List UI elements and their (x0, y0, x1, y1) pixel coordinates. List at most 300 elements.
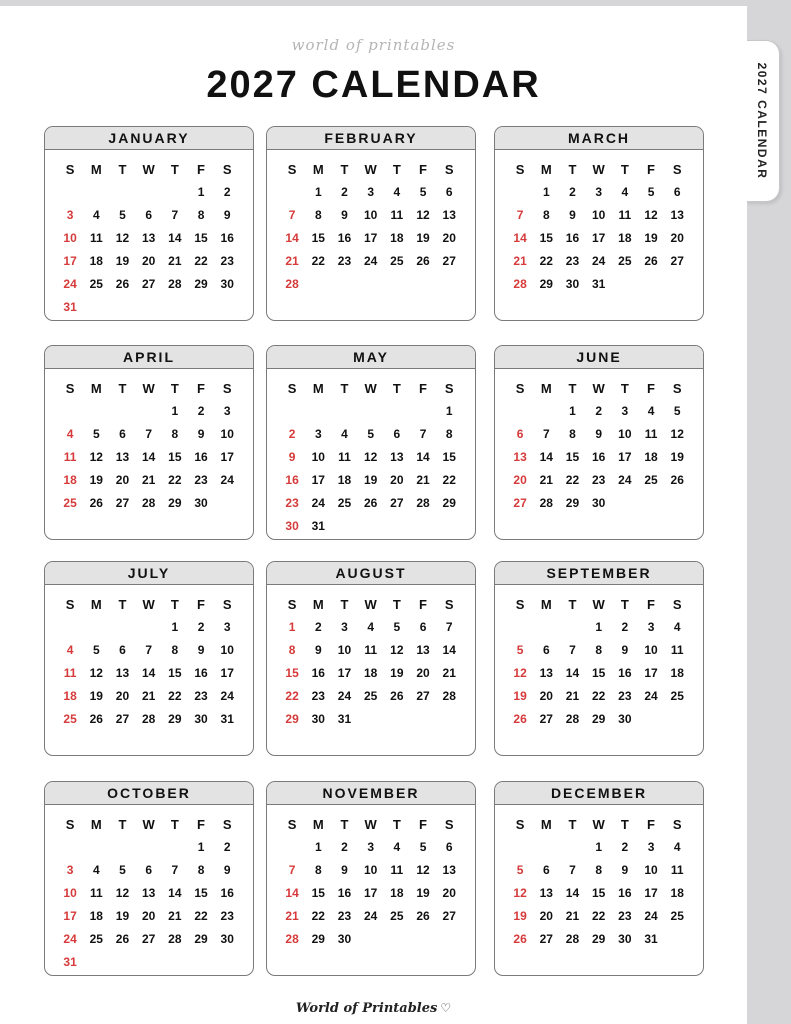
month-july (44, 561, 254, 756)
day-date: 11 (89, 886, 103, 900)
day-date: 22 (539, 254, 553, 268)
sunday-date: 18 (63, 473, 77, 487)
weekday-label: T (392, 162, 401, 177)
day-date: 4 (673, 620, 681, 634)
day-date: 6 (119, 643, 126, 657)
day-date: 25 (337, 496, 352, 510)
sunday-date: 5 (516, 643, 524, 657)
day-date: 16 (618, 886, 632, 900)
day-date: 16 (194, 666, 208, 680)
weekday-label: W (142, 817, 155, 832)
day-date: 26 (115, 277, 130, 291)
sunday-date: 13 (513, 450, 527, 464)
weekday-label: T (392, 597, 401, 612)
sunday-date: 17 (63, 909, 77, 923)
sunday-date: 12 (513, 666, 527, 680)
day-date: 13 (115, 450, 130, 464)
weekday-label: F (197, 597, 205, 612)
day-date: 18 (390, 231, 404, 245)
day-date: 2 (197, 404, 205, 418)
day-date: 27 (390, 496, 404, 510)
empty-cell (83, 836, 109, 859)
month-march (494, 126, 704, 321)
sunday-date: 1 (288, 620, 296, 634)
day-date: 5 (419, 840, 427, 854)
day-date: 9 (314, 643, 322, 657)
sunday-date: 20 (513, 473, 527, 487)
side-tab[interactable] (745, 40, 780, 202)
day-date: 22 (194, 909, 208, 923)
empty-cell (109, 836, 135, 859)
day-date: 21 (141, 473, 156, 487)
day-date: 10 (618, 427, 632, 441)
month-june (494, 345, 704, 540)
page-title: 2027 CALENDAR (206, 64, 541, 106)
day-date: 10 (363, 863, 378, 877)
empty-cell (507, 616, 533, 639)
month-january (44, 126, 254, 321)
day-date: 2 (314, 620, 322, 634)
weekday-label: T (620, 381, 629, 396)
day-date: 26 (670, 473, 684, 487)
empty-cell (136, 400, 162, 423)
day-date: 25 (618, 254, 632, 268)
day-date: 27 (115, 712, 130, 726)
month-name: APRIL (45, 346, 253, 369)
month-august (266, 561, 476, 756)
day-grid (45, 369, 253, 515)
weekday-label: T (568, 381, 577, 396)
day-date: 15 (311, 231, 325, 245)
day-date: 4 (393, 185, 401, 199)
day-date: 27 (141, 277, 156, 291)
sunday-date: 14 (285, 231, 299, 245)
day-date: 30 (194, 496, 208, 510)
day-grid (495, 150, 703, 296)
day-date: 16 (220, 231, 234, 245)
day-date: 8 (595, 863, 602, 877)
weekday-label: M (540, 817, 552, 832)
day-date: 2 (223, 185, 231, 199)
day-date: 3 (621, 404, 629, 418)
weekday-label: T (170, 381, 179, 396)
weekday-label: T (118, 817, 127, 832)
day-date: 7 (569, 863, 576, 877)
day-date: 25 (89, 932, 103, 946)
weekday-label: T (340, 381, 349, 396)
day-date: 24 (644, 909, 658, 923)
day-date: 17 (220, 666, 234, 680)
weekday-label: M (90, 162, 102, 177)
day-date: 26 (416, 254, 430, 268)
day-date: 26 (89, 712, 103, 726)
day-date: 6 (145, 208, 152, 222)
sunday-date: 31 (63, 300, 77, 314)
weekday-label: S (287, 381, 297, 396)
month-name: NOVEMBER (267, 782, 475, 805)
day-date: 18 (89, 254, 103, 268)
weekday-label: M (540, 597, 552, 612)
sunday-date: 19 (513, 689, 527, 703)
month-name: MARCH (495, 127, 703, 150)
day-date: 2 (595, 404, 602, 418)
day-date: 27 (539, 712, 553, 726)
day-date: 5 (367, 427, 374, 441)
day-date: 10 (337, 643, 352, 657)
footer-brand-text: World of Printables (295, 1001, 438, 1016)
day-date: 12 (115, 886, 130, 900)
day-date: 28 (565, 932, 580, 946)
side-tab-label: 2027 CALENDAR (755, 62, 769, 180)
day-date: 21 (416, 473, 430, 487)
sunday-date: 25 (63, 496, 77, 510)
day-date: 1 (445, 404, 453, 418)
empty-cell (136, 181, 162, 204)
sunday-date: 29 (285, 712, 299, 726)
day-grid (45, 150, 253, 319)
sunday-date: 28 (513, 277, 527, 291)
day-date: 16 (337, 231, 352, 245)
day-date: 24 (311, 496, 325, 510)
day-date: 15 (168, 666, 182, 680)
day-date: 20 (539, 689, 553, 703)
sunday-date: 7 (288, 863, 296, 877)
day-date: 1 (314, 840, 322, 854)
sunday-date: 24 (63, 277, 77, 291)
weekday-label: T (170, 817, 179, 832)
day-date: 5 (92, 643, 100, 657)
weekday-label: M (540, 162, 552, 177)
day-date: 14 (168, 231, 182, 245)
weekday-label: S (672, 817, 682, 832)
day-date: 5 (647, 185, 655, 199)
day-date: 4 (647, 404, 655, 418)
day-date: 29 (591, 712, 606, 726)
day-date: 9 (197, 643, 205, 657)
day-date: 10 (644, 643, 658, 657)
day-date: 1 (569, 404, 576, 418)
weekday-label: S (287, 162, 297, 177)
day-date: 27 (115, 496, 130, 510)
day-date: 29 (311, 932, 325, 946)
day-date: 9 (223, 863, 231, 877)
day-date: 17 (363, 886, 378, 900)
sunday-date: 19 (513, 909, 527, 923)
day-date: 6 (542, 643, 550, 657)
weekday-label: M (90, 381, 102, 396)
day-date: 14 (141, 666, 156, 680)
day-date: 17 (220, 450, 234, 464)
day-date: 5 (673, 404, 681, 418)
weekday-label: S (672, 162, 682, 177)
day-date: 29 (591, 932, 606, 946)
empty-cell (136, 616, 162, 639)
day-date: 14 (539, 450, 553, 464)
day-grid (495, 805, 703, 951)
day-date: 2 (569, 185, 576, 199)
day-date: 21 (442, 666, 456, 680)
day-date: 23 (220, 909, 234, 923)
day-date: 21 (168, 909, 182, 923)
weekday-label: T (392, 817, 401, 832)
day-date: 28 (539, 496, 553, 510)
day-date: 20 (416, 666, 430, 680)
day-date: 30 (565, 277, 580, 291)
day-date: 17 (618, 450, 632, 464)
day-date: 23 (591, 473, 606, 487)
sunday-date: 21 (513, 254, 527, 268)
weekday-label: W (364, 381, 377, 396)
day-grid (495, 369, 703, 515)
day-date: 25 (644, 473, 658, 487)
day-date: 13 (141, 886, 156, 900)
day-date: 10 (311, 450, 325, 464)
weekday-label: S (222, 817, 232, 832)
day-date: 2 (621, 620, 629, 634)
day-date: 22 (565, 473, 580, 487)
empty-cell (507, 400, 533, 423)
day-date: 11 (364, 643, 377, 657)
day-date: 30 (311, 712, 325, 726)
day-date: 19 (115, 254, 130, 268)
day-date: 30 (618, 932, 632, 946)
day-date: 8 (197, 208, 205, 222)
empty-cell (305, 400, 331, 423)
day-date: 28 (141, 712, 156, 726)
day-date: 4 (92, 208, 100, 222)
sunday-date: 14 (513, 231, 527, 245)
day-date: 29 (168, 496, 182, 510)
weekday-label: F (419, 817, 427, 832)
month-name: SEPTEMBER (495, 562, 703, 585)
sunday-date: 7 (288, 208, 296, 222)
month-name: AUGUST (267, 562, 475, 585)
weekday-label: T (118, 597, 127, 612)
empty-cell (109, 181, 135, 204)
day-date: 13 (539, 666, 553, 680)
day-date: 26 (115, 932, 130, 946)
day-date: 6 (542, 863, 550, 877)
sunday-date: 2 (288, 427, 296, 441)
day-date: 16 (618, 666, 632, 680)
weekday-label: S (515, 597, 525, 612)
day-date: 23 (337, 909, 352, 923)
day-date: 13 (670, 208, 684, 222)
day-date: 17 (591, 231, 606, 245)
sunday-date: 27 (513, 496, 527, 510)
day-date: 19 (363, 473, 378, 487)
day-date: 10 (644, 863, 658, 877)
day-date: 29 (442, 496, 456, 510)
sunday-date: 26 (513, 712, 527, 726)
day-date: 3 (367, 840, 374, 854)
day-date: 19 (89, 689, 103, 703)
day-date: 12 (115, 231, 130, 245)
weekday-label: S (515, 162, 525, 177)
empty-cell (410, 400, 436, 423)
weekday-label: M (312, 817, 324, 832)
day-date: 15 (442, 450, 456, 464)
month-name: JULY (45, 562, 253, 585)
day-date: 8 (314, 208, 322, 222)
sunday-date: 9 (288, 450, 296, 464)
day-date: 11 (644, 427, 658, 441)
empty-cell (533, 836, 559, 859)
day-date: 29 (565, 496, 580, 510)
day-date: 15 (591, 886, 606, 900)
weekday-label: F (419, 381, 427, 396)
day-date: 26 (416, 909, 430, 923)
weekday-label: T (340, 597, 349, 612)
sunday-date: 5 (516, 863, 524, 877)
sunday-date: 6 (516, 427, 524, 441)
day-date: 23 (618, 689, 632, 703)
sunday-date: 3 (66, 208, 74, 222)
footer-brand (0, 1001, 747, 1016)
empty-cell (559, 836, 585, 859)
day-date: 7 (171, 208, 179, 222)
day-date: 7 (145, 427, 152, 441)
day-date: 18 (390, 886, 404, 900)
day-date: 6 (419, 620, 427, 634)
day-date: 13 (442, 863, 456, 877)
day-date: 12 (416, 208, 430, 222)
weekday-label: S (65, 162, 75, 177)
weekday-label: F (419, 597, 427, 612)
empty-cell (279, 181, 305, 204)
weekday-label: F (647, 381, 655, 396)
day-date: 22 (591, 909, 606, 923)
day-date: 17 (337, 666, 352, 680)
day-date: 1 (171, 404, 179, 418)
empty-cell (507, 181, 533, 204)
day-date: 4 (621, 185, 629, 199)
weekday-label: S (222, 597, 232, 612)
day-date: 28 (141, 496, 156, 510)
day-date: 17 (644, 886, 658, 900)
empty-cell (533, 616, 559, 639)
day-date: 24 (337, 689, 352, 703)
day-date: 9 (621, 643, 629, 657)
day-date: 15 (311, 886, 325, 900)
day-date: 6 (445, 840, 453, 854)
empty-cell (83, 400, 109, 423)
day-date: 15 (194, 231, 208, 245)
day-date: 31 (337, 712, 352, 726)
sunday-date: 28 (285, 932, 299, 946)
empty-cell (358, 400, 384, 423)
day-date: 15 (591, 666, 606, 680)
day-date: 29 (194, 932, 208, 946)
day-date: 10 (220, 427, 234, 441)
day-date: 17 (311, 473, 325, 487)
weekday-label: T (620, 162, 629, 177)
day-date: 20 (442, 231, 456, 245)
day-date: 25 (670, 689, 684, 703)
empty-cell (279, 400, 305, 423)
day-date: 4 (673, 840, 681, 854)
day-date: 26 (89, 496, 103, 510)
day-date: 15 (539, 231, 553, 245)
empty-cell (559, 616, 585, 639)
day-date: 24 (220, 689, 234, 703)
day-date: 27 (670, 254, 684, 268)
weekday-label: S (65, 817, 75, 832)
day-date: 6 (673, 185, 681, 199)
day-date: 11 (390, 863, 404, 877)
sunday-date: 10 (63, 231, 77, 245)
weekday-label: W (142, 162, 155, 177)
weekday-label: M (312, 381, 324, 396)
weekday-label: S (515, 817, 525, 832)
day-date: 23 (220, 254, 234, 268)
day-date: 31 (311, 519, 325, 533)
weekday-label: M (312, 162, 324, 177)
empty-cell (83, 181, 109, 204)
empty-cell (83, 616, 109, 639)
sunday-date: 4 (66, 427, 74, 441)
day-date: 21 (141, 689, 156, 703)
empty-cell (57, 400, 83, 423)
day-date: 23 (618, 909, 632, 923)
day-date: 5 (92, 427, 100, 441)
day-date: 19 (115, 909, 130, 923)
day-date: 2 (223, 840, 231, 854)
day-date: 31 (591, 277, 606, 291)
day-date: 26 (390, 689, 404, 703)
empty-cell (384, 400, 410, 423)
day-date: 16 (220, 886, 234, 900)
day-date: 8 (595, 643, 602, 657)
day-date: 18 (670, 886, 684, 900)
day-date: 8 (542, 208, 550, 222)
day-date: 6 (145, 863, 152, 877)
day-date: 24 (644, 689, 658, 703)
month-december (494, 781, 704, 976)
day-date: 13 (539, 886, 553, 900)
weekday-label: T (170, 597, 179, 612)
day-date: 4 (393, 840, 401, 854)
day-date: 16 (311, 666, 325, 680)
weekday-label: T (568, 597, 577, 612)
day-date: 3 (314, 427, 322, 441)
month-february (266, 126, 476, 321)
day-date: 7 (419, 427, 427, 441)
day-date: 20 (442, 886, 456, 900)
day-date: 11 (390, 208, 404, 222)
day-date: 10 (363, 208, 378, 222)
weekday-label: S (444, 597, 454, 612)
day-date: 1 (197, 840, 205, 854)
day-date: 19 (416, 886, 430, 900)
day-date: 19 (89, 473, 103, 487)
day-date: 20 (115, 689, 130, 703)
day-date: 15 (168, 450, 182, 464)
day-date: 19 (670, 450, 684, 464)
day-date: 2 (341, 185, 348, 199)
day-date: 12 (670, 427, 684, 441)
day-date: 16 (337, 886, 352, 900)
day-grid (45, 585, 253, 731)
day-date: 17 (644, 666, 658, 680)
day-date: 13 (390, 450, 404, 464)
day-date: 22 (311, 254, 325, 268)
day-date: 6 (445, 185, 453, 199)
day-date: 24 (363, 254, 378, 268)
weekday-label: W (364, 817, 377, 832)
weekday-label: S (672, 381, 682, 396)
weekday-label: M (90, 817, 102, 832)
